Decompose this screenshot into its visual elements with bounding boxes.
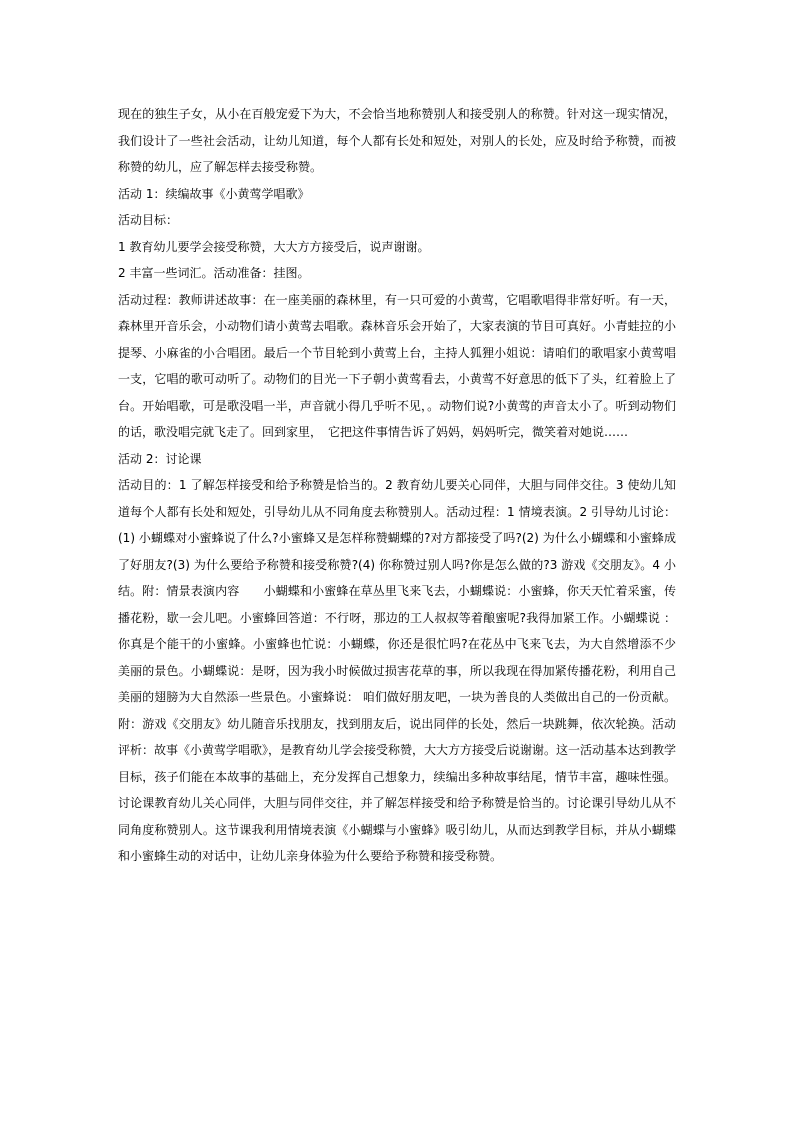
activity-process-paragraph: 活动过程：教师讲述故事：在一座美丽的森林里，有一只可爱的小黄莺，它唱歌唱得非常好听。有一天，森林里开音乐会，小动物们请小黄莺去唱歌。森林音乐会开始了，大家表演的节目可真好。小青蛙拉的小提琴、小麻雀的小合唱团。最后一个节目轮到小黄莺上台，主持人狐狸小姐说：请咱们的歌唱家小黄莺唱一支，它唱的歌可动听了。动物们的目光一下子朝小黄莺看去，小黄莺不好意思的低下了头，红着脸上了台。开始唱歌，可是歌没唱一半，声音就小得几乎听不见，。动物们说?小黄莺的声音太小了。听到动物们的话，歌没唱完就飞走了。回到家里， 它把这件事情告诉了妈妈，妈妈听完，微笑着对她说…… [118, 292, 676, 439]
activity-goal-heading: 活动目标： [118, 213, 179, 227]
goal-item-1: 1 教育幼儿要学会接受称赞，大大方方接受后，说声谢谢。 [118, 239, 430, 254]
activity-2-heading: 活动 2：讨论课 [118, 451, 202, 466]
intro-paragraph: 现在的独生子女，从小在百般宠爱下为大，不会恰当地称赞别人和接受别人的称赞。针对这一现实情况，我们设计了一些社会活动，让幼儿知道，每个人都有长处和短处，对别人的长处，应及时给予称赞，而被称赞的幼儿，应了解怎样去接受称赞。 [118, 107, 676, 174]
document-body [118, 101, 676, 870]
goal-item-2: 2 丰富一些词汇。活动准备：挂图。 [118, 266, 310, 280]
activity-1-heading: 活动 1：续编故事《小黄莺学唱歌》 [118, 186, 310, 201]
activity-2-paragraph: 活动目的：1 了解怎样接受和给予称赞是恰当的。2 教育幼儿要关心同伴，大胆与同伴交往。3 使幼儿知道每个人都有长处和短处，引导幼儿从不同角度去称赞别人。活动过程：1 情境表演。2 引导幼儿讨论：(1) 小蝴蝶对小蜜蜂说了什么?小蜜蜂又是怎样称赞蝴蝶的?对方都接受了吗?(2) 为什么小蝴蝶和小蜜蜂成了好朋友?(3) 为什么要给予称赞和接受称赞?(4) 你称赞过别人吗?你是怎么做的?3 游戏《交朋友》。4 小结。附：情景表演内容 小蝴蝶和小蜜蜂在草丛里飞来飞去，小蝴蝶说：小蜜蜂，你天天忙着采蜜，传播花粉，歇一会儿吧。小蜜蜂回答道：不行呀，那边的工人叔叔等着酿蜜呢?我得加紧工作。小蝴蝶说 ：你真是个能干的小蜜蜂。小蜜蜂也忙说：小蝴蝶，你还是很忙吗?在花丛中飞来飞去，为大自然增添不少美丽的景色。小蝴蝶说：是呀，因为我小时候做过损害花草的事，所以我现在得加紧传播花粉，利用自己美丽的翅膀为大自然添一些景色。小蜜蜂说： 咱们做好朋友吧，一块为善良的人类做出自己的一份贡献。附：游戏《交朋友》幼儿随音乐找朋友，找到朋友后，说出同伴的长处，然后一块跳舞，依次轮换。活动评析：故事《小黄莺学唱歌》，是教育幼儿学会接受称赞，大大方方接受后说谢谢。这一活动基本达到教学目标，孩子们能在本故事的基础上，充分发挥自己想象力，续编出多种故事结尾，情节丰富，趣味性强。讨论课教育幼儿关心同伴，大胆与同伴交往，并了解怎样接受和给予称赞是恰当的。讨论课引导幼儿从不同角度称赞别人。这节课我利用情境表演《小蝴蝶与小蜜蜂》吸引幼儿，从而达到教学目标，并从小蝴蝶和小蜜蜂生动的对话中，让幼儿亲身体验为什么要给予称赞和接受称赞。 [118, 478, 677, 863]
